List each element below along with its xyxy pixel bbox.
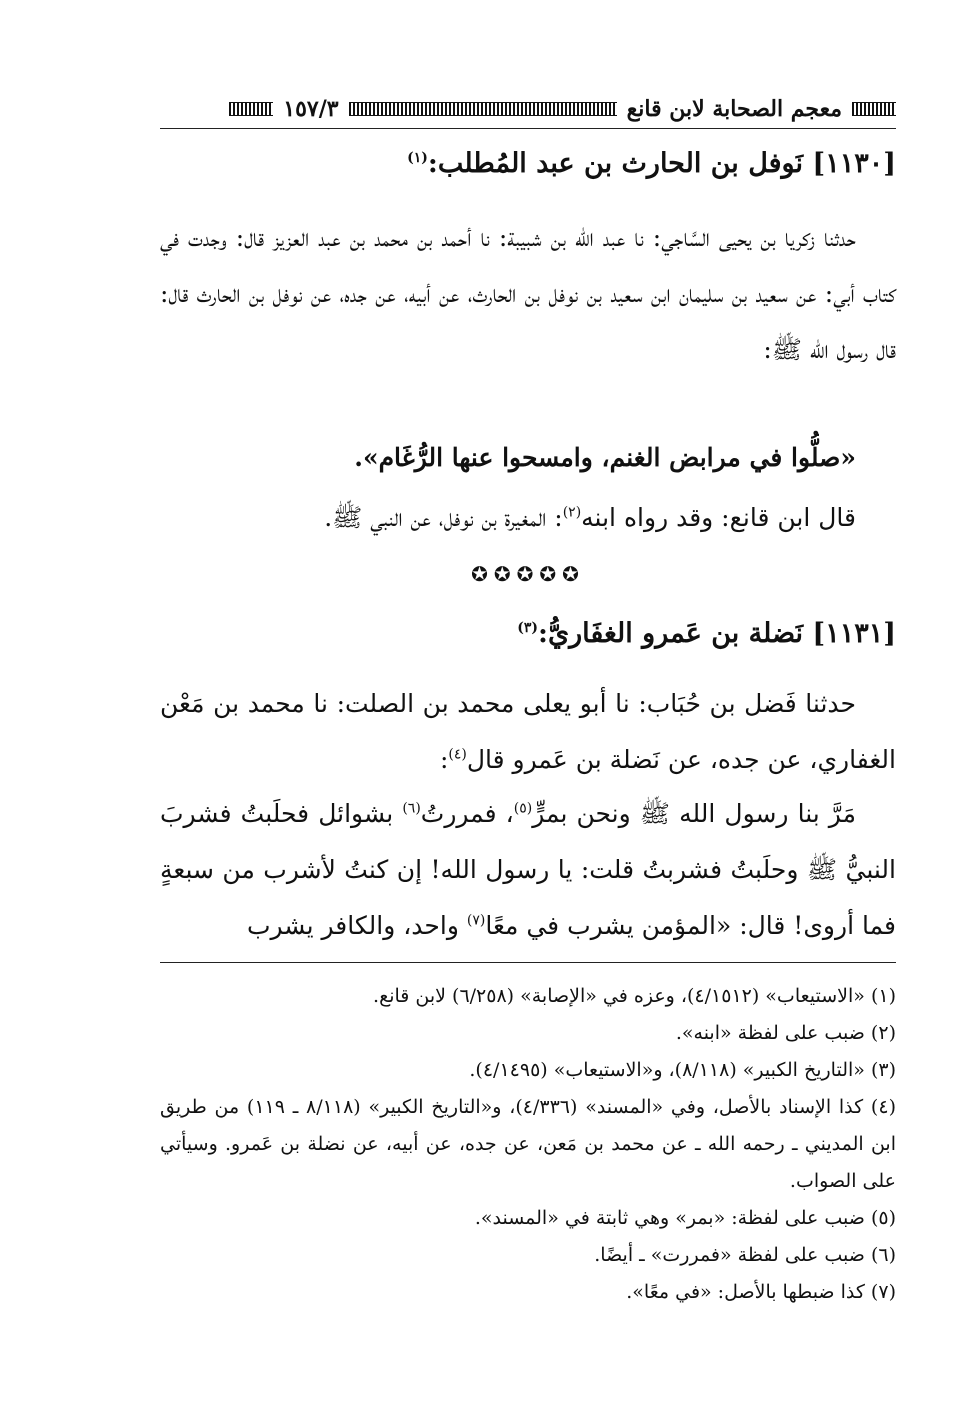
entry-1130-isnad: حدثنا زكريا بن يحيى السَّاجي: نا عبد الله بن شبيبة: نا أحمد بن محمد بن عبد العزيز قال: وجدت في كتاب أبي: عن سعيد بن سليمان ابن سعيد بن نوفل بن الحارث، عن أبيه، عن جده، عن نوفل بن الحارث قال: قال رسول الله ﷺ:	[160, 223, 896, 364]
text-part-a: مَرَّ بنا رسول الله ﷺ ونحن بمرٍّ	[532, 799, 856, 828]
entry-1131-heading-text: [١١٣١] نَضلة بن عَمرو الغفَاريُّ:	[537, 618, 896, 649]
footnote-5: (٥) ضبب على لفظة: «بمر» وهي ثابتة في «المسند».	[474, 1207, 896, 1229]
footnote-ref-2: (٢)	[562, 504, 582, 521]
footnote-ref-5: (٥)	[513, 800, 533, 817]
footnote-1: (١) «الاستيعاب» (٤/١٥١٢)، وعزه في «الإصابة» (٦/٢٥٨) لابن قانع.	[373, 985, 896, 1007]
footnote-ref-1: (١)	[407, 150, 428, 166]
running-header	[160, 92, 896, 126]
text-part-c: بشوائل فحلَبتُ فشربَ النبيُّ ﷺ وحلَبتُ فشربتُ قلت: يا رسول الله! إن كنتُ لأشرب من سبعةٍ فما أروى! قال: «المؤمن يشرب في معًا	[160, 799, 896, 940]
footnote-7: (٧) كذا ضبطها بالأصل: «في معًا».	[626, 1281, 896, 1303]
entry-1130-heading-text: [١١٣٠] نَوفل بن الحارث بن عبد المُطلب:	[427, 148, 896, 179]
entry-1130-heading	[160, 144, 896, 184]
header-ornament-left	[229, 102, 273, 116]
text-part-b: ، فمررتُ	[420, 799, 514, 828]
header-title: معجم الصحابة لابن قانع	[626, 96, 842, 122]
header-rule	[160, 128, 896, 129]
entry-1131-text	[160, 786, 896, 954]
footnotes	[160, 978, 896, 1311]
entry-1130-hadith: «صلُّوا في مرابض الغنم، وامسحوا عنها الرُّغَام».	[354, 443, 856, 472]
footnote-6: (٦) ضبب على لفظة «فمررت» ـ أيضًا.	[594, 1244, 896, 1266]
footnote-ref-4: (٤)	[448, 746, 467, 763]
footnote-ref-7: (٧)	[466, 912, 486, 929]
footnote-4: (٤) كذا الإسناد بالأصل، وفي «المسند» (٤/٣٣٦)، و«التاريخ الكبير» (٨/١١٨ ـ ١١٩) من طريق ابن المديني ـ رحمه الله ـ عن محمد بن مَعن، عن جده، عن أبيه، عن نضلة بن عَمرو. وسيأتي على الصواب.	[160, 1096, 896, 1192]
footnote-ref-3: (٣)	[517, 620, 538, 636]
entry-1130-remark	[160, 490, 896, 546]
footnote-2: (٢) ضبب على لفظة «ابنه».	[675, 1022, 896, 1044]
header-ornament-middle	[349, 102, 617, 116]
section-separator: ✪✪✪✪✪	[471, 562, 585, 586]
header-ornament-right	[852, 102, 896, 116]
page-number: ١٥٧/٣	[283, 96, 339, 122]
text-part-d: واحد، والكافر يشرب	[246, 911, 467, 940]
remark-text-b: : المغيرة بن نوفل، عن النبي ﷺ.	[324, 503, 563, 532]
remark-text-a: قال ابن قانع: وقد رواه ابنه	[581, 503, 856, 532]
isnad-text-a: حدثنا فَضل بن حُبَاب: نا أبو يعلى محمد بن الصلت: نا محمد بن مَعْن الغفاري، عن جده، عن نَضلة بن عَمرو قال	[160, 689, 896, 774]
entry-1131-heading	[160, 614, 896, 654]
entry-1131-isnad	[160, 676, 896, 788]
footnote-ref-6: (٦)	[402, 800, 421, 817]
isnad-text-b: :	[439, 745, 449, 774]
footnote-3: (٣) «التاريخ الكبير» (٨/١١٨)، و«الاستيعاب» (٤/١٤٩٥).	[469, 1059, 896, 1081]
footnote-rule	[160, 962, 896, 963]
